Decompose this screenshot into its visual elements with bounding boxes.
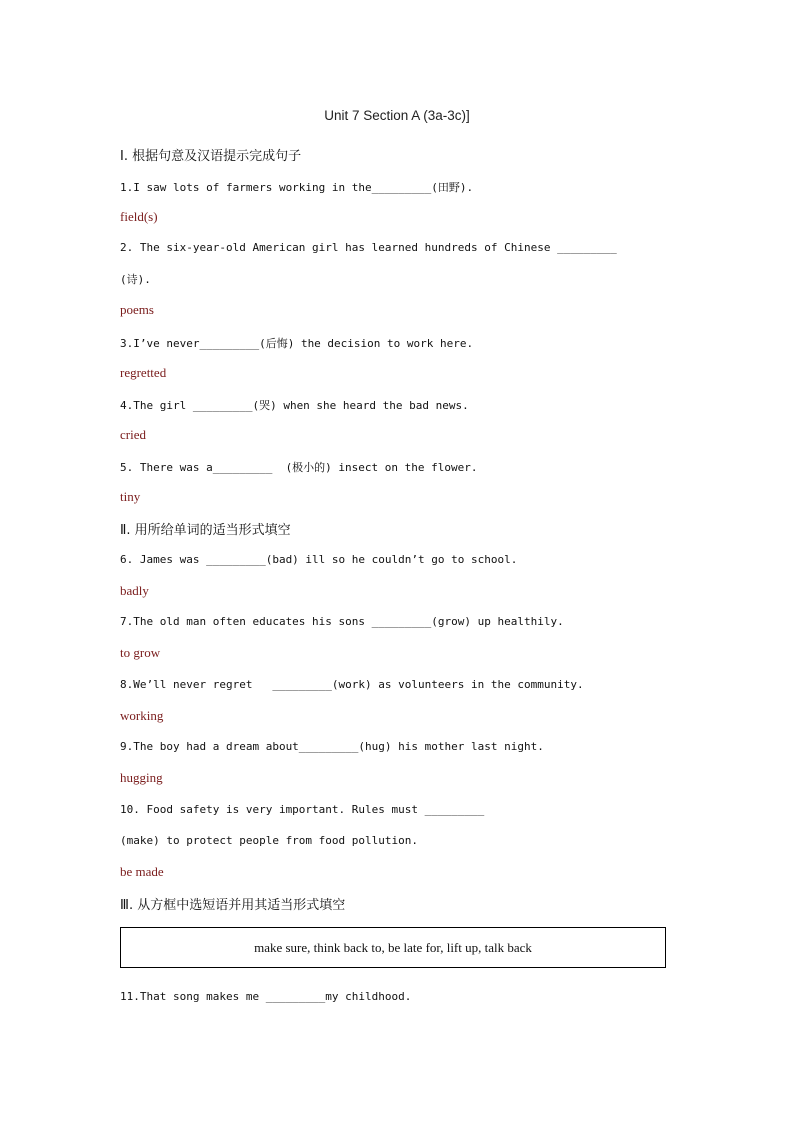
question-2: 2. The six-year-old American girl has learned hundreds of Chinese _________: [120, 241, 617, 254]
answer-6: badly: [120, 583, 149, 598]
answer-9: hugging: [120, 770, 163, 785]
section-3-heading: Ⅲ. 从方框中选短语并用其适当形式填空: [120, 898, 346, 913]
question-4: 4.The girl _________(哭) when she heard the bad news.: [120, 399, 469, 412]
answer-1: field(s): [120, 209, 158, 224]
phrase-box: [120, 927, 666, 968]
question-9: 9.The boy had a dream about_________(hug) his mother last night.: [120, 740, 544, 753]
question-10-continued: (make) to protect people from food pollution.: [120, 834, 419, 847]
section-2-heading: Ⅱ. 用所给单词的适当形式填空: [120, 523, 291, 538]
answer-8: working: [120, 708, 164, 723]
question-2-continued: (诗).: [120, 273, 151, 286]
answer-2: poems: [120, 302, 154, 317]
question-7: 7.The old man often educates his sons _________(grow) up healthily.: [120, 615, 564, 628]
answer-4: cried: [120, 427, 146, 442]
phrase-list: make sure, think back to, be late for, lift up, talk back: [254, 939, 532, 955]
answer-7: to grow: [120, 645, 161, 660]
question-5: 5. There was a_________ (极小的) insect on the flower.: [120, 461, 478, 474]
answer-10: be made: [120, 864, 164, 879]
answer-5: tiny: [120, 489, 141, 504]
page-title: Unit 7 Section A (3a-3c)]: [324, 108, 470, 123]
question-1: 1.I saw lots of farmers working in the_________(田野).: [120, 181, 474, 194]
answer-3: regretted: [120, 365, 167, 380]
question-8: 8.We’ll never regret _________(work) as volunteers in the community.: [120, 678, 584, 691]
question-6: 6. James was _________(bad) ill so he couldn’t go to school.: [120, 553, 518, 566]
question-11: 11.That song makes me _________my childhood.: [120, 990, 412, 1003]
section-1-heading: Ⅰ. 根据句意及汉语提示完成句子: [120, 149, 302, 164]
question-3: 3.I’ve never_________(后悔) the decision to work here.: [120, 337, 474, 350]
question-10: 10. Food safety is very important. Rules must _________: [120, 803, 485, 816]
